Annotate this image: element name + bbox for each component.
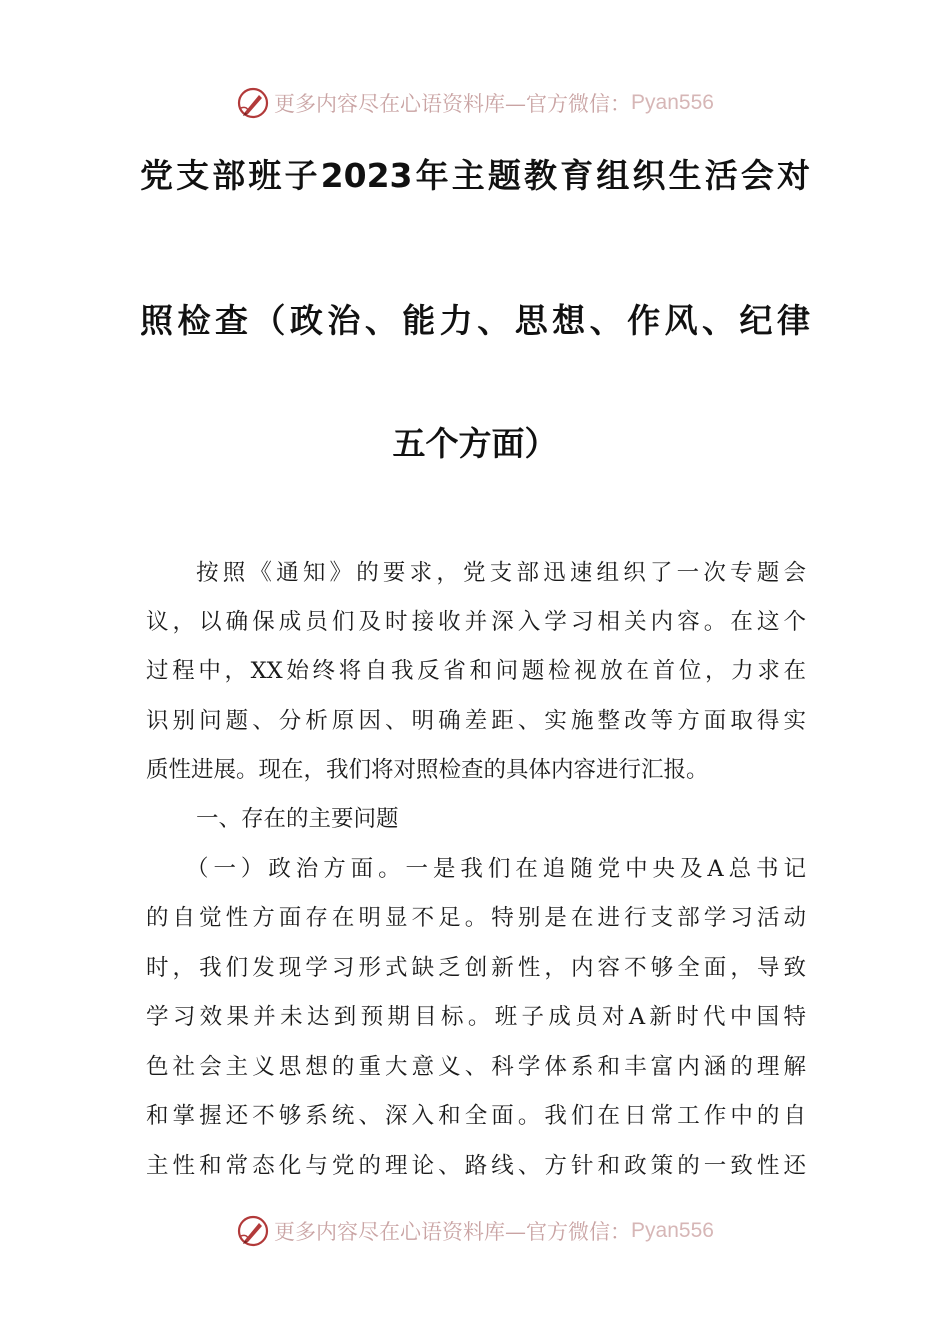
body-line: 按照《通知》的要求，党支部迅速组织了一次专题会 bbox=[196, 560, 806, 586]
body-line: 议，以确保成员们及时接收并深入学习相关内容。在这个 bbox=[146, 609, 806, 635]
body-line: （一）政治方面。一是我们在追随党中央及A总书记 bbox=[186, 856, 806, 882]
body-line: 主性和常态化与党的理论、路线、方针和政策的一致性还 bbox=[146, 1153, 806, 1179]
body-line: 时，我们发现学习形式缺乏创新性，内容不够全面，导致 bbox=[146, 955, 806, 981]
document-title-line-2: 照检查（政治、能力、思想、作风、纪律 bbox=[140, 301, 810, 340]
pen-logo-icon bbox=[236, 86, 270, 120]
watermark-wechat-id: Pyan556 bbox=[631, 1219, 714, 1242]
watermark-text: 更多内容尽在心语资料库—官方微信： bbox=[274, 92, 632, 116]
pen-logo-icon bbox=[236, 1214, 270, 1248]
document-title-line-3: 五个方面） bbox=[392, 424, 558, 463]
body-line: 质性进展。现在，我们将对照检查的具体内容进行汇报。 bbox=[146, 757, 709, 783]
body-line: 的自觉性方面存在明显不足。特别是在进行支部学习活动 bbox=[146, 905, 806, 931]
body-line: 色社会主义思想的重大意义、科学体系和丰富内涵的理解 bbox=[146, 1054, 806, 1080]
watermark-wechat-id: Pyan556 bbox=[631, 91, 714, 114]
body-line: 识别问题、分析原因、明确差距、实施整改等方面取得实 bbox=[146, 708, 806, 734]
watermark-header bbox=[0, 83, 950, 123]
body-line: 学习效果并未达到预期目标。班子成员对A新时代中国特 bbox=[146, 1004, 806, 1030]
section-heading: 一、存在的主要问题 bbox=[196, 806, 399, 832]
watermark-footer bbox=[0, 1211, 950, 1251]
watermark-text: 更多内容尽在心语资料库—官方微信： bbox=[274, 1220, 632, 1244]
body-line: 和掌握还不够系统、深入和全面。我们在日常工作中的自 bbox=[146, 1103, 806, 1129]
document-title-line-1: 党支部班子2023年主题教育组织生活会对 bbox=[140, 156, 810, 195]
body-line: 过程中，XX始终将自我反省和问题检视放在首位，力求在 bbox=[146, 658, 806, 684]
